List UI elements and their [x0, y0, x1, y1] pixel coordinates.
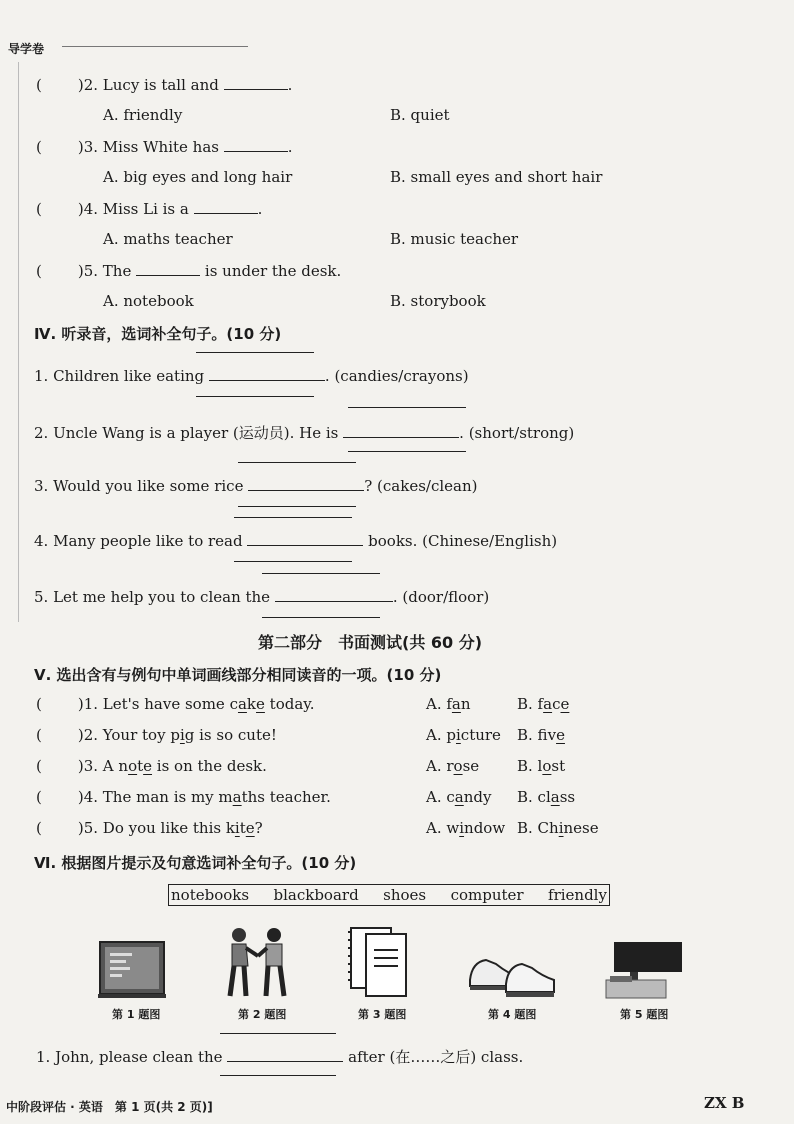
answer-blank[interactable]: [343, 425, 459, 438]
part4-title: Ⅳ. 听录音，选词补全句子。(10 分): [34, 325, 282, 343]
shoes-picture: [466, 950, 558, 1000]
guide-line: [234, 517, 352, 518]
footer-page-info: 中阶段评估 · 英语 第 1 页(共 2 页)]: [6, 1100, 213, 1114]
guide-line: [220, 1033, 336, 1034]
option-b[interactable]: B. fve: [517, 726, 565, 744]
guide-line: [196, 396, 314, 397]
picture-caption: 第 1 题图: [112, 1008, 161, 1021]
option-a[interactable]: A. picture: [426, 726, 501, 744]
word-bank: [168, 884, 610, 906]
option-a[interactable]: A. maths teacher: [103, 230, 233, 248]
guide-line: [262, 573, 380, 574]
blackboard-picture: [98, 940, 166, 1000]
option-a[interactable]: A. rose: [426, 757, 480, 775]
phonics-item: ( )3. A note is on the desk.: [36, 757, 267, 775]
option-b[interactable]: B. Chinese: [517, 819, 599, 837]
picture-caption: 第 2 题图: [238, 1008, 287, 1021]
answer-blank[interactable]: [227, 1049, 343, 1062]
question-row: ( )4. Miss Li is a .: [36, 200, 263, 218]
listening-item: 1. Children like eating . (candies/crayons): [34, 367, 469, 385]
picture-caption: 第 5 题图: [620, 1008, 669, 1021]
question-row: ( )2. Lucy is tall and .: [36, 76, 293, 94]
listening-item: 3. Would you like some rice ? (cakes/clean): [34, 477, 478, 495]
phonics-item: ( )1. Let's have some cake today.: [36, 695, 315, 713]
margin-rule: [18, 62, 19, 622]
word-option[interactable]: blackboard: [273, 886, 359, 904]
answer-blank[interactable]: [224, 139, 288, 152]
answer-blank[interactable]: [224, 77, 288, 90]
option-a[interactable]: A. fan: [426, 695, 471, 713]
fill-in-question: 1. John, please clean the after (在……之后) class.: [36, 1048, 524, 1066]
phonics-item: ( )5. Do you like this kite?: [36, 819, 263, 837]
guide-line: [238, 462, 356, 463]
listening-item: 4. Many people like to read books. (Chinese/English): [34, 532, 558, 550]
word-option[interactable]: notebooks: [171, 886, 250, 904]
word-option[interactable]: shoes: [383, 886, 427, 904]
part6-title: Ⅵ. 根据图片提示及句意选词补全句子。(10 分): [34, 854, 357, 872]
answer-blank[interactable]: [209, 368, 325, 381]
part-two-title: 第二部分 书面测试(共 60 分): [258, 633, 483, 652]
option-a[interactable]: A. big eyes and long hair: [103, 168, 293, 186]
guide-line: [262, 617, 380, 618]
answer-blank[interactable]: [194, 201, 258, 214]
picture-caption: 第 4 题图: [488, 1008, 537, 1021]
listening-item: 2. Uncle Wang is a player (运动员). He is . (short/strong): [34, 424, 575, 442]
phonics-item: ( )4. The man is my maths teacher.: [36, 788, 331, 806]
answer-blank[interactable]: [275, 589, 393, 602]
option-b[interactable]: B. quiet: [390, 106, 450, 124]
header-rule: [62, 46, 248, 47]
guide-line: [348, 451, 466, 452]
option-b[interactable]: B. storybook: [390, 292, 486, 310]
option-b[interactable]: B. small eyes and short hair: [390, 168, 603, 186]
option-b[interactable]: B. lost: [517, 757, 566, 775]
part5-title: Ⅴ. 选出含有与例句中单词画线部分相同读音的一项。(10 分): [34, 666, 442, 684]
option-b[interactable]: B. face: [517, 695, 570, 713]
answer-blank[interactable]: [136, 263, 200, 276]
word-option[interactable]: friendly: [548, 886, 607, 904]
phonics-item: ( )2. Your toy pig is so cute!: [36, 726, 277, 744]
word-option[interactable]: computer: [450, 886, 524, 904]
guide-line: [348, 407, 466, 408]
guide-line: [220, 1075, 336, 1076]
option-a[interactable]: A. candy: [426, 788, 492, 806]
option-a[interactable]: A. friendly: [103, 106, 183, 124]
guide-line: [238, 506, 356, 507]
question-row: ( )5. The is under the desk.: [36, 262, 342, 280]
listening-item: 5. Let me help you to clean the . (door/floor): [34, 588, 490, 606]
guide-line: [196, 352, 314, 353]
header-label: 导学卷: [8, 42, 45, 56]
option-b[interactable]: B. music teacher: [390, 230, 519, 248]
footer-code: ZX B: [704, 1094, 745, 1112]
guide-line: [234, 561, 352, 562]
question-row: ( )3. Miss White has .: [36, 138, 293, 156]
friends-shaking-hands-picture: [222, 926, 292, 1000]
notebooks-picture: [348, 922, 414, 1000]
answer-blank[interactable]: [248, 478, 364, 491]
answer-blank[interactable]: [247, 533, 363, 546]
option-a[interactable]: A. window: [426, 819, 506, 837]
option-a[interactable]: A. notebook: [103, 292, 194, 310]
option-b[interactable]: B. class: [517, 788, 576, 806]
picture-caption: 第 3 题图: [358, 1008, 407, 1021]
computer-picture: [604, 940, 684, 1000]
